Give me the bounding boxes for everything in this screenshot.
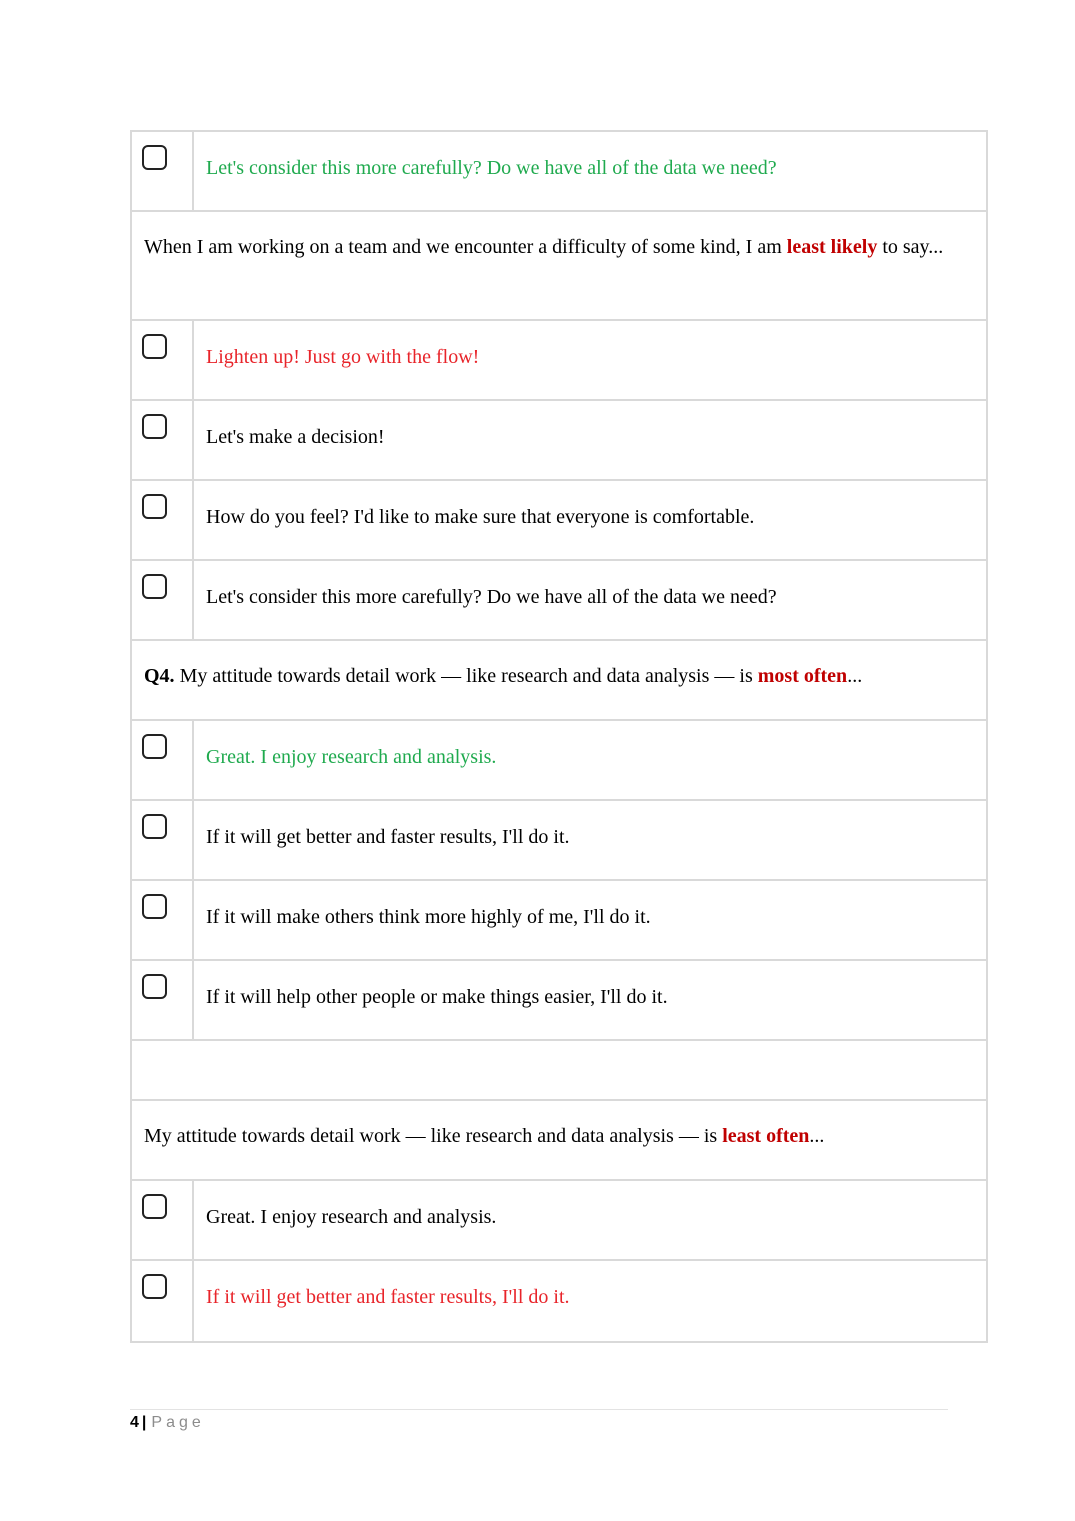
- question-text: [144, 661, 862, 719]
- option-row: [132, 132, 986, 212]
- question-prompt: [132, 641, 986, 721]
- checkbox[interactable]: [142, 145, 167, 170]
- page-separator: |: [141, 1414, 147, 1431]
- checkbox[interactable]: [142, 814, 167, 839]
- checkbox-cell: [132, 801, 194, 879]
- option-label: Let's make a decision!: [206, 426, 385, 448]
- option-label: If it will get better and faster results, I'll do it.: [206, 826, 570, 848]
- question-suffix: to say...: [877, 236, 944, 258]
- checkbox[interactable]: [142, 574, 167, 599]
- option-row: [132, 481, 986, 561]
- checkbox[interactable]: [142, 1194, 167, 1219]
- page-footer: [130, 1412, 205, 1434]
- option-row: [132, 721, 986, 801]
- checkbox-cell: [132, 881, 194, 959]
- blank-row: [132, 1041, 986, 1101]
- question-emphasis: most often: [757, 665, 848, 687]
- option-label: Let's consider this more carefully? Do we have all of the data we need?: [206, 157, 777, 179]
- checkbox[interactable]: [142, 974, 167, 999]
- option-row: [132, 1261, 986, 1341]
- question-emphasis: least often: [722, 1125, 810, 1147]
- checkbox-cell: [132, 321, 194, 399]
- option-label: If it will get better and faster results, I'll do it.: [206, 1286, 570, 1308]
- question-text: [144, 1121, 824, 1179]
- checkbox[interactable]: [142, 414, 167, 439]
- checkbox-cell: [132, 481, 194, 559]
- checkbox[interactable]: [142, 734, 167, 759]
- option-label: Great. I enjoy research and analysis.: [206, 746, 497, 768]
- question-number: Q4.: [144, 665, 175, 687]
- question-prefix: When I am working on a team and we encounter a difficulty of some kind, I am: [144, 236, 787, 258]
- option-label: If it will help other people or make things easier, I'll do it.: [206, 986, 668, 1008]
- checkbox[interactable]: [142, 494, 167, 519]
- option-label: If it will make others think more highly of me, I'll do it.: [206, 906, 651, 928]
- option-row: [132, 881, 986, 961]
- checkbox[interactable]: [142, 1274, 167, 1299]
- option-row: [132, 321, 986, 401]
- checkbox-cell: [132, 132, 194, 210]
- question-suffix: ...: [809, 1125, 825, 1147]
- checkbox-cell: [132, 401, 194, 479]
- question-prompt: [132, 1101, 986, 1181]
- page-label: Page: [151, 1414, 205, 1431]
- option-label: Let's consider this more carefully? Do we have all of the data we need?: [206, 586, 777, 608]
- checkbox-cell: [132, 721, 194, 799]
- option-row: [132, 401, 986, 481]
- option-label: Great. I enjoy research and analysis.: [206, 1206, 497, 1228]
- question-suffix: ...: [847, 665, 863, 687]
- checkbox-cell: [132, 561, 194, 639]
- question-emphasis: least likely: [786, 236, 878, 258]
- survey-table: [130, 130, 988, 1343]
- checkbox-cell: [132, 1181, 194, 1259]
- question-prefix: My attitude towards detail work — like research and data analysis — is: [174, 665, 758, 687]
- option-row: [132, 961, 986, 1041]
- checkbox-cell: [132, 961, 194, 1039]
- option-row: [132, 1181, 986, 1261]
- option-row: [132, 561, 986, 641]
- question-prompt: [132, 212, 986, 321]
- option-label: Lighten up! Just go with the flow!: [206, 346, 480, 368]
- question-text: [144, 232, 943, 319]
- option-label: How do you feel? I'd like to make sure that everyone is comfortable.: [206, 506, 755, 528]
- question-prefix: My attitude towards detail work — like research and data analysis — is: [144, 1125, 723, 1147]
- page-number: 4: [130, 1414, 139, 1431]
- footer-divider: [130, 1409, 948, 1410]
- checkbox-cell: [132, 1261, 194, 1341]
- option-row: [132, 801, 986, 881]
- checkbox[interactable]: [142, 894, 167, 919]
- checkbox[interactable]: [142, 334, 167, 359]
